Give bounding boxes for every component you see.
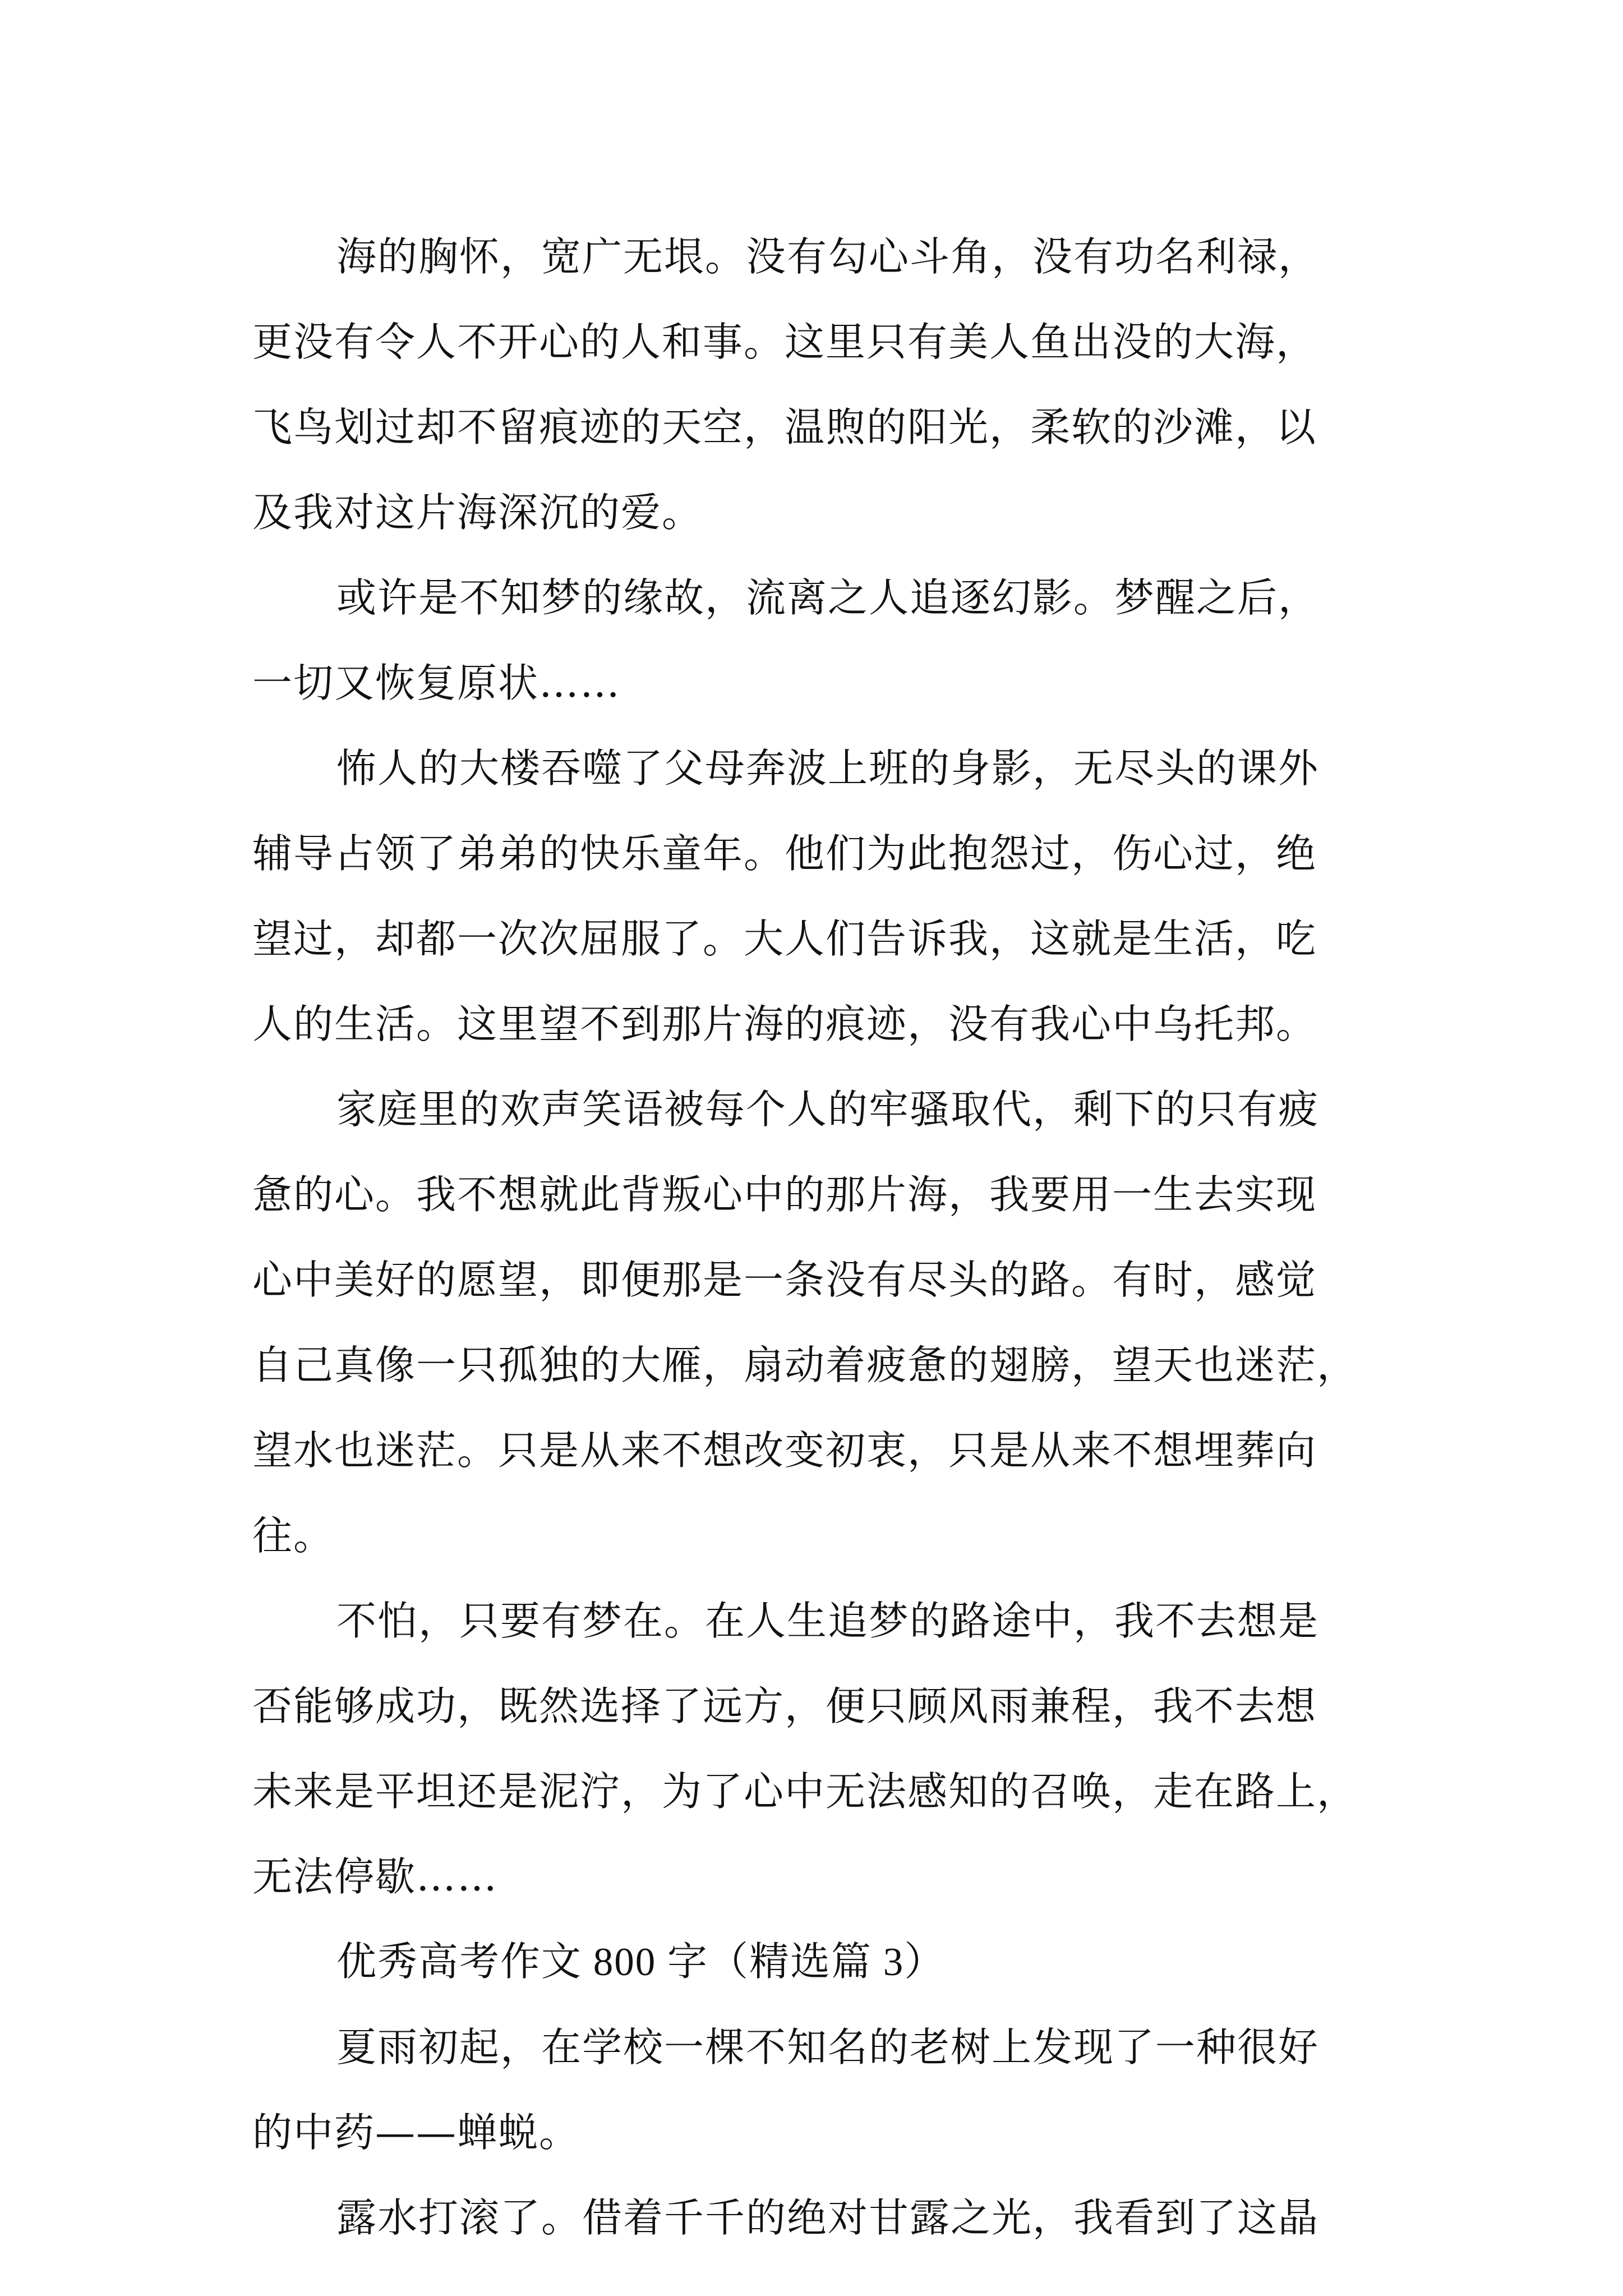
text-line: 望水也迷茫。只是从来不想改变初衷，只是从来不想埋葬向 [252,1427,1317,1474]
text-line: 心中美好的愿望，即便那是一条没有尽头的路。有时，感觉 [252,1257,1317,1303]
text-line: 飞鸟划过却不留痕迹的天空，温煦的阳光，柔软的沙滩，以 [252,404,1317,450]
text-line: 怖人的大楼吞噬了父母奔波上班的身影，无尽头的课外 [336,745,1320,792]
text-line: 无法停歇…… [252,1853,499,1900]
text-line: 更没有令人不开心的人和事。这里只有美人鱼出没的大海， [252,319,1317,365]
text-line: 家庭里的欢声笑语被每个人的牢骚取代，剩下的只有疲 [336,1086,1320,1133]
text-line: 或许是不知梦的缘故，流离之人追逐幻影。梦醒之后， [336,574,1320,621]
text-line: 露水打滚了。借着千千的绝对甘露之光，我看到了这晶 [336,2194,1320,2241]
text-line: 及我对这片海深沉的爱。 [252,489,703,536]
text-line: 海的胸怀，宽广无垠。没有勾心斗角，没有功名利禄， [336,233,1320,280]
text-line: 辅导占领了弟弟的快乐童年。他们为此抱怨过，伤心过，绝 [252,830,1317,877]
text-line: 不怕，只要有梦在。在人生追梦的路途中，我不去想是 [336,1598,1320,1644]
text-line: 往。 [252,1512,335,1559]
text-line: 惫的心。我不想就此背叛心中的那片海，我要用一生去实现 [252,1171,1317,1218]
text-line: 的中药——蝉蜕。 [252,2109,580,2156]
document-body [252,214,1380,2261]
text-line: 未来是平坦还是泥泞，为了心中无法感知的召唤，走在路上， [252,1768,1358,1815]
text-line: 否能够成功，既然选择了远方，便只顾风雨兼程，我不去想 [252,1683,1317,1729]
text-line: 人的生活。这里望不到那片海的痕迹，没有我心中乌托邦。 [252,1001,1317,1047]
text-line: 一切又恢复原状…… [252,660,621,706]
text-line: 自己真像一只孤独的大雁，扇动着疲惫的翅膀，望天也迷茫， [252,1342,1358,1388]
text-line: 望过，却都一次次屈服了。大人们告诉我，这就是生活，吃 [252,915,1317,962]
text-line: 夏雨初起，在学校一棵不知名的老树上发现了一种很好 [336,2024,1320,2070]
section-heading: 优秀高考作文 800 字（精选篇 3） [336,1940,946,1984]
